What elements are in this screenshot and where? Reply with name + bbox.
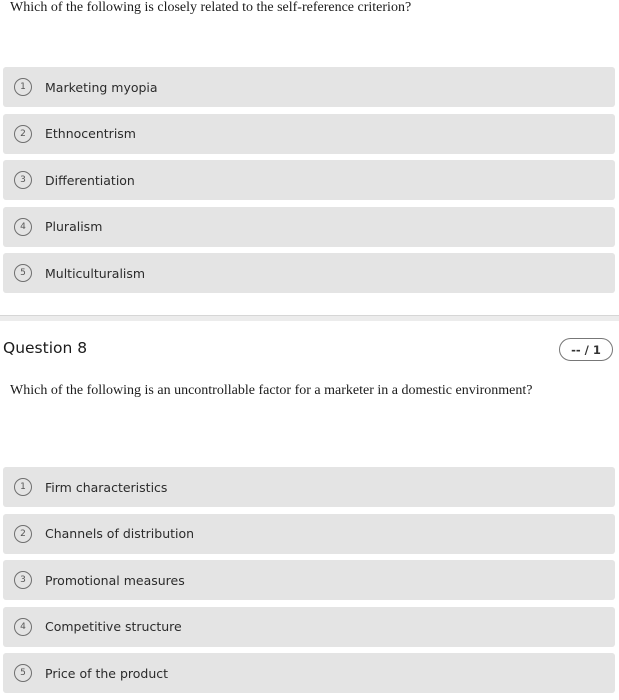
question-8-title: Question 8	[3, 339, 88, 357]
option-number-badge: 2	[14, 525, 32, 543]
question-8-options	[3, 467, 615, 700]
question-7-prompt: Which of the following is closely related to the self-reference criterion?	[10, 0, 412, 15]
option-label: Marketing myopia	[45, 79, 158, 95]
q8-option-3[interactable]	[3, 560, 615, 600]
option-label: Channels of distribution	[45, 526, 195, 542]
question-8-score-badge: -- / 1	[559, 338, 613, 361]
question-7-options	[3, 67, 615, 300]
option-number-badge: 4	[14, 218, 32, 236]
q7-option-5[interactable]	[3, 253, 615, 293]
q7-option-3[interactable]	[3, 160, 615, 200]
option-label: Price of the product	[45, 665, 169, 681]
option-number-badge: 3	[14, 571, 32, 589]
option-number-badge: 1	[14, 78, 32, 96]
option-number-badge: 4	[14, 618, 32, 636]
q8-option-5[interactable]	[3, 653, 615, 693]
option-label: Firm characteristics	[45, 479, 168, 495]
option-number-badge: 3	[14, 171, 32, 189]
option-number-badge: 5	[14, 264, 32, 282]
option-label: Promotional measures	[45, 572, 185, 588]
q7-option-1[interactable]	[3, 67, 615, 107]
q8-option-1[interactable]	[3, 467, 615, 507]
option-label: Pluralism	[45, 219, 103, 235]
option-label: Competitive structure	[45, 619, 182, 635]
option-label: Ethnocentrism	[45, 126, 136, 142]
option-label: Multiculturalism	[45, 265, 146, 281]
q7-option-4[interactable]	[3, 207, 615, 247]
question-divider	[0, 315, 619, 321]
option-number-badge: 2	[14, 125, 32, 143]
q8-option-2[interactable]	[3, 514, 615, 554]
option-label: Differentiation	[45, 172, 135, 188]
option-number-badge: 1	[14, 478, 32, 496]
q8-option-4[interactable]	[3, 607, 615, 647]
option-number-badge: 5	[14, 664, 32, 682]
q7-option-2[interactable]	[3, 114, 615, 154]
question-8-prompt: Which of the following is an uncontrollable factor for a marketer in a domestic environment?	[10, 383, 533, 398]
